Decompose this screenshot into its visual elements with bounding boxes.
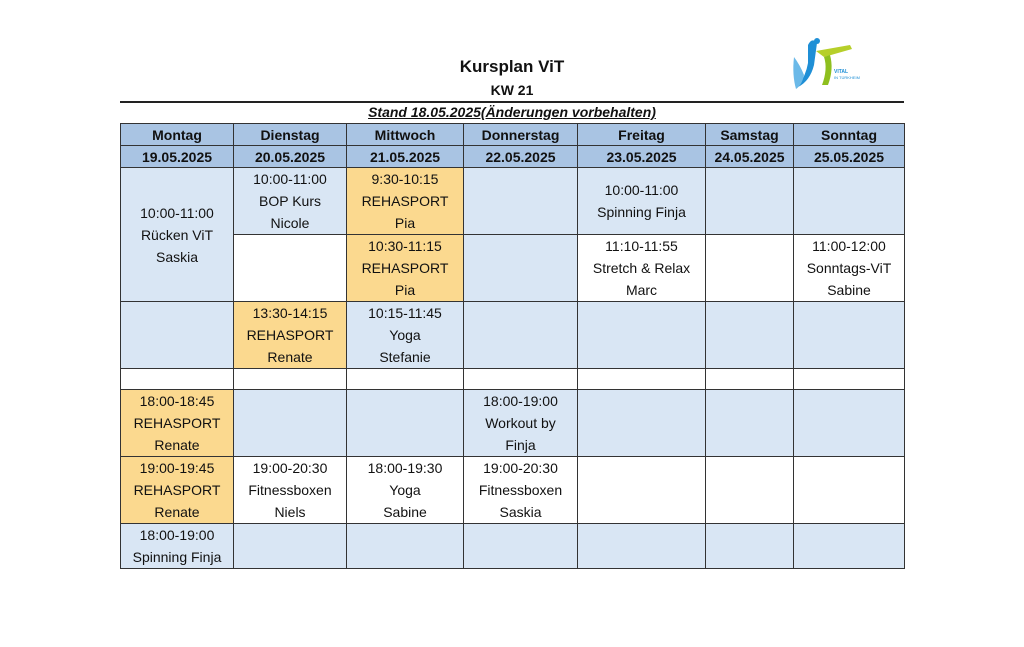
table-row: [121, 168, 905, 235]
empty-cell: [578, 524, 706, 569]
course-trainer: Renate: [267, 349, 313, 365]
table-row: [121, 302, 905, 369]
day-header: Freitag: [578, 124, 706, 146]
course-name: Sonntags-ViT: [806, 260, 892, 276]
empty-cell: [706, 302, 794, 369]
course-cell-rehasport: [347, 235, 464, 302]
table-row: [121, 524, 905, 569]
logo-text-location: IN TÜRKHEIM: [834, 75, 860, 80]
course-trainer: Sabine: [383, 504, 427, 520]
day-header: Montag: [121, 124, 234, 146]
course-name: Spinning Finja: [597, 204, 686, 220]
empty-cell: [794, 524, 905, 569]
course-cell-spinning: [578, 168, 706, 235]
course-trainer: Finja: [505, 437, 536, 453]
date-header: 24.05.2025: [706, 146, 794, 168]
course-time: 10:15-11:45: [368, 305, 442, 321]
empty-cell: [464, 302, 578, 369]
empty-cell: [347, 369, 464, 390]
empty-cell: [794, 369, 905, 390]
date-header: 21.05.2025: [347, 146, 464, 168]
empty-cell: [706, 524, 794, 569]
course-name: REHASPORT: [361, 260, 449, 276]
date-header: 22.05.2025: [464, 146, 578, 168]
course-cell-fitnessboxen: [234, 457, 347, 524]
empty-cell: [706, 369, 794, 390]
week-label: KW 21: [490, 82, 534, 98]
course-cell-fitnessboxen: [464, 457, 578, 524]
table-row: [121, 235, 905, 302]
course-cell-bop-kurs: [234, 168, 347, 235]
empty-cell: [347, 390, 464, 457]
empty-cell: [706, 168, 794, 235]
course-name: REHASPORT: [133, 482, 221, 498]
course-cell-yoga: [347, 457, 464, 524]
empty-cell: [706, 390, 794, 457]
course-cell-spinning: [121, 524, 234, 569]
date-header: 19.05.2025: [121, 146, 234, 168]
empty-cell: [794, 390, 905, 457]
day-header: Sonntag: [794, 124, 905, 146]
vit-logo: [790, 35, 870, 93]
course-name: BOP Kurs: [259, 193, 321, 209]
course-cell-rehasport: [121, 457, 234, 524]
header-divider: [120, 101, 904, 103]
empty-cell: [464, 235, 578, 302]
empty-cell: [464, 369, 578, 390]
empty-cell: [234, 235, 347, 302]
empty-cell: [234, 390, 347, 457]
course-time: 10:00-11:00: [253, 171, 327, 187]
course-name: Workout by: [485, 415, 556, 431]
course-name: REHASPORT: [246, 327, 334, 343]
empty-cell: [794, 168, 905, 235]
course-name: Stretch & Relax: [592, 260, 691, 276]
course-trainer: Niels: [274, 504, 306, 520]
course-trainer: Marc: [625, 282, 658, 298]
empty-cell: [464, 524, 578, 569]
empty-cell: [706, 457, 794, 524]
course-trainer: Stefanie: [379, 349, 431, 365]
course-time: 19:00-19:45: [139, 460, 215, 476]
logo-figure-icon: [790, 35, 870, 93]
table-row-spacer: [121, 369, 905, 390]
table-row: [121, 457, 905, 524]
course-time: 18:00-18:45: [139, 393, 215, 409]
empty-cell: [121, 302, 234, 369]
empty-cell: [794, 302, 905, 369]
empty-cell: [464, 168, 578, 235]
day-header-row: [121, 124, 905, 146]
empty-cell: [794, 457, 905, 524]
course-trainer: Sabine: [827, 282, 871, 298]
course-name: Fitnessboxen: [248, 482, 332, 498]
empty-cell: [706, 235, 794, 302]
course-cell-rehasport: [234, 302, 347, 369]
table-row: [121, 390, 905, 457]
course-name: Yoga: [389, 327, 421, 343]
course-trainer: Pia: [394, 282, 416, 298]
course-cell-workout: [464, 390, 578, 457]
stand-label: Stand 18.05.2025(Änderungen vorbehalten): [368, 104, 656, 120]
course-cell-rehasport: [347, 168, 464, 235]
course-cell-stretch-relax: [578, 235, 706, 302]
course-name: REHASPORT: [361, 193, 449, 209]
course-trainer: Pia: [394, 215, 416, 231]
empty-cell: [347, 524, 464, 569]
day-header: Donnerstag: [464, 124, 578, 146]
course-name: Fitnessboxen: [478, 482, 563, 498]
course-trainer: Nicole: [270, 215, 310, 231]
page-title: Kursplan ViT: [459, 57, 565, 76]
day-header: Mittwoch: [347, 124, 464, 146]
course-name: Rücken ViT: [140, 226, 214, 243]
empty-cell: [578, 390, 706, 457]
empty-cell: [578, 302, 706, 369]
logo-text-vital: VITAL: [834, 69, 849, 75]
date-header: 23.05.2025: [578, 146, 706, 168]
empty-cell: [234, 524, 347, 569]
course-time: 10:00-11:00: [140, 204, 214, 221]
course-cell-sonntags-vit: [794, 235, 905, 302]
course-time: 18:00-19:00: [483, 393, 558, 409]
course-time: 18:00-19:00: [139, 527, 215, 543]
course-name: REHASPORT: [133, 415, 221, 431]
course-time: 9:30-10:15: [371, 171, 439, 187]
empty-cell: [234, 369, 347, 390]
course-name: Spinning Finja: [132, 549, 222, 565]
day-header: Samstag: [706, 124, 794, 146]
course-time: 19:00-20:30: [483, 460, 558, 476]
course-time: 10:30-11:15: [368, 238, 442, 254]
course-time: 18:00-19:30: [367, 460, 443, 476]
day-header: Dienstag: [234, 124, 347, 146]
course-cell-yoga: [347, 302, 464, 369]
course-trainer: Saskia: [155, 248, 199, 265]
course-trainer: Saskia: [499, 504, 542, 520]
course-time: 13:30-14:15: [252, 305, 328, 321]
date-header-row: [121, 146, 905, 168]
empty-cell: [578, 457, 706, 524]
course-cell-rehasport: [121, 390, 234, 457]
empty-cell: [578, 369, 706, 390]
course-time: 19:00-20:30: [252, 460, 328, 476]
course-schedule-table: [120, 123, 905, 569]
course-time: 10:00-11:00: [604, 182, 679, 198]
course-name: Yoga: [389, 482, 421, 498]
course-time: 11:00-12:00: [812, 238, 886, 254]
date-header: 20.05.2025: [234, 146, 347, 168]
empty-cell: [121, 369, 234, 390]
course-time: 11:10-11:55: [605, 238, 678, 254]
course-trainer: Renate: [154, 437, 200, 453]
course-trainer: Renate: [154, 504, 200, 520]
date-header: 25.05.2025: [794, 146, 905, 168]
course-cell-ruecken-vit: [121, 168, 234, 302]
